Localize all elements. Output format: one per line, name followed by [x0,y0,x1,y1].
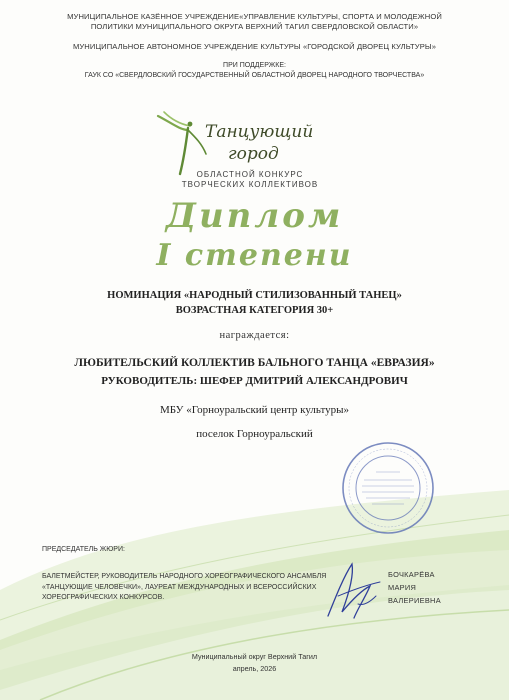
jury-chair-label: ПРЕДСЕДАТЕЛЬ ЖЮРИ: [42,546,125,553]
logo-subtitle-line-2: ТВОРЧЕСКИХ КОЛЛЕКТИВОВ [181,180,319,189]
support-organization: ГАУК СО «СВЕРДЛОВСКИЙ ГОСУДАРСТВЕННЫЙ ОБЛАСТНОЙ ДВОРЕЦ НАРОДНОГО ТВОРЧЕСТВА» [84,72,425,79]
recipient-collective: ЛЮБИТЕЛЬСКИЙ КОЛЛЕКТИВ БАЛЬНОГО ТАНЦА «ЕВРАЗИЯ» [74,357,435,369]
dancer-figure-icon [150,108,220,178]
logo-title-line-2: город [228,144,279,164]
jury-chair-surname: БОЧКАРЁВА [388,570,435,579]
contest-logo [150,108,350,208]
handwritten-signature [318,556,388,626]
header-line-3: МУНИЦИПАЛЬНОЕ АВТОНОМНОЕ УЧРЕЖДЕНИЕ КУЛЬТУРЫ «ГОРОДСКОЙ ДВОРЕЦ КУЛЬТУРЫ» [72,42,437,51]
logo-title-line-1: Танцующий [205,122,314,142]
recipient-settlement: поселок Горноуральский [196,428,313,440]
footer-date: апрель, 2026 [232,664,277,673]
jury-desc-line-1: БАЛЕТМЕЙСТЕР, РУКОВОДИТЕЛЬ НАРОДНОГО ХОРЕОГРАФИЧЕСКОГО АНСАМБЛЯ [42,573,327,580]
awarded-label: награждается: [219,330,290,341]
recipient-leader: РУКОВОДИТЕЛЬ: ШЕФЕР ДМИТРИЙ АЛЕКСАНДРОВИЧ [101,375,408,387]
jury-desc-line-2: «ТАНЦУЮЩИЕ ЧЕЛОВЕЧКИ», ЛАУРЕАТ МЕЖДУНАРОДНЫХ И ВСЕРОССИЙСКИХ [42,583,317,591]
header-line-1: МУНИЦИПАЛЬНОЕ КАЗЁННОЕ УЧРЕЖДЕНИЕ«УПРАВЛЕНИЕ КУЛЬТУРЫ, СПОРТА И МОЛОДЕЖНОЙ [67,12,442,21]
jury-chair-description [42,572,342,604]
age-category: ВОЗРАСТНАЯ КАТЕГОРИЯ 30+ [175,305,334,316]
official-stamp [340,440,436,536]
jury-desc-line-3: ХОРЕОГРАФИЧЕСКИХ КОНКУРСОВ. [42,594,165,601]
support-label: ПРИ ПОДДЕРЖКЕ: [223,62,286,69]
diploma-degree: I степени [156,238,353,273]
diploma-title: Диплом [165,196,344,236]
footer-place: Муниципальный округ Верхний Тагил [191,652,318,661]
jury-chair-patronymic: ВАЛЕРИЕВНА [388,596,441,605]
header-line-2: ПОЛИТИКИ МУНИЦИПАЛЬНОГО ОКРУГА ВЕРХНИЙ ТАГИЛ СВЕРДЛОВСКОЙ ОБЛАСТИ» [90,22,419,31]
header-organizer [20,12,489,32]
logo-subtitle-line-1: ОБЛАСТНОЙ КОНКУРС [196,170,304,179]
jury-chair-first-name: МАРИЯ [388,583,417,592]
nomination: НОМИНАЦИЯ «НАРОДНЫЙ СТИЛИЗОВАННЫЙ ТАНЕЦ» [107,290,402,301]
recipient-organization: МБУ «Горноуральский центр культуры» [159,404,350,416]
